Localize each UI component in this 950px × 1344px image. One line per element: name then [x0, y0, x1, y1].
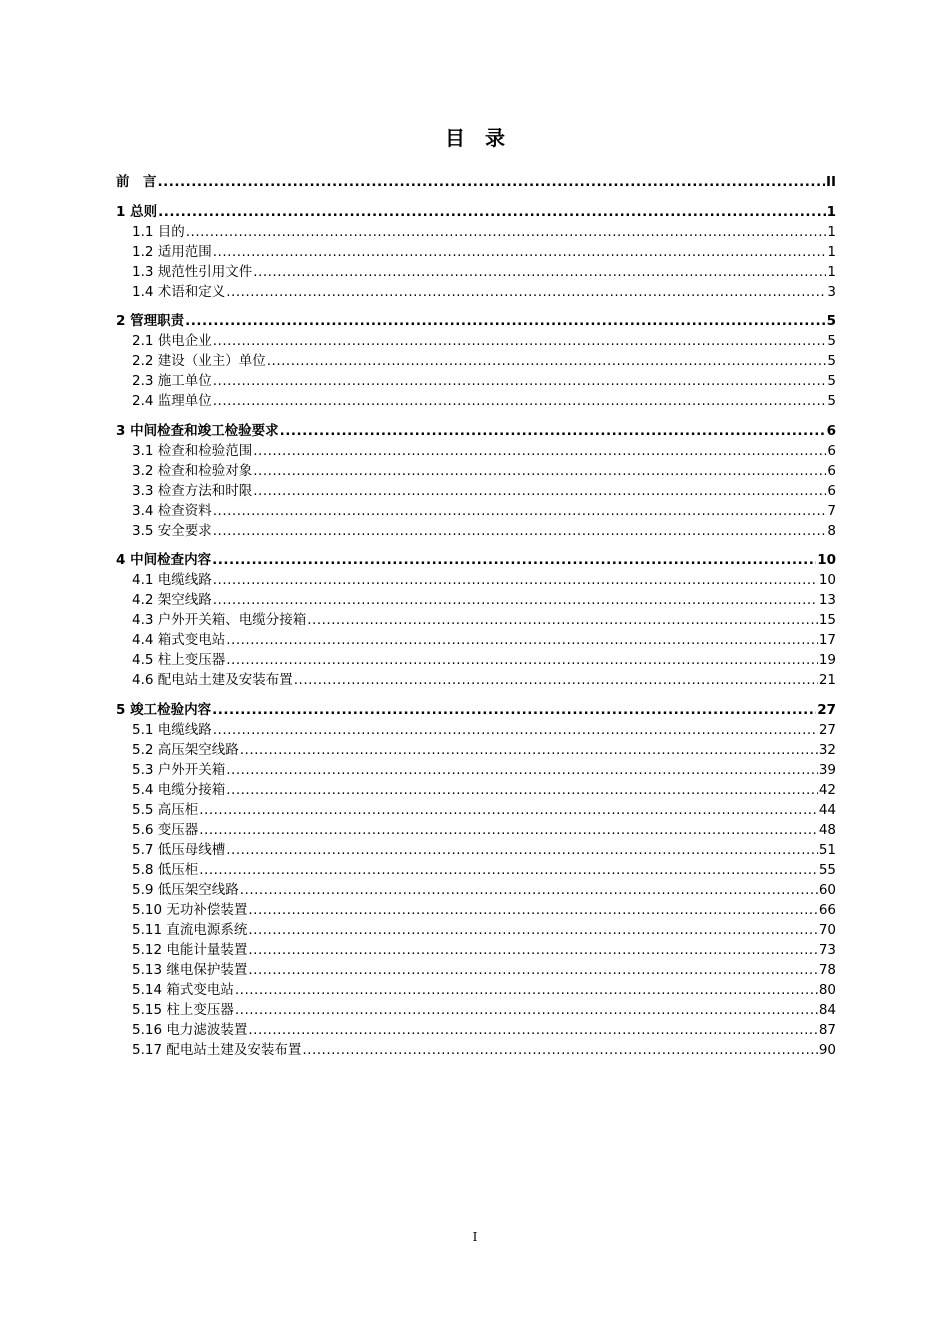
toc-dot-leader: [235, 1000, 818, 1020]
toc-dot-leader: [267, 351, 827, 371]
toc-dot-leader: [213, 242, 827, 262]
toc-dot-leader: [226, 630, 818, 650]
toc-entry-label: 5.6 变压器: [132, 821, 199, 838]
toc-dot-leader: [213, 570, 818, 590]
toc-entry-label: 5.9 低压架空线路: [132, 881, 239, 898]
toc-section-entry[interactable]: [116, 980, 836, 1000]
toc-chapter-entry[interactable]: [116, 700, 836, 720]
toc-dot-leader: [302, 1040, 817, 1060]
toc-entry-page: 6: [826, 422, 836, 439]
toc-entry-label: 3.5 安全要求: [132, 522, 212, 539]
toc-entry-page: 66: [818, 901, 836, 918]
toc-dot-leader: [212, 550, 816, 570]
toc-entry-label: 前 言: [116, 174, 157, 190]
toc-entry-page: 15: [818, 612, 836, 628]
toc-entry-label: 4.6 配电站土建及安装布置: [132, 672, 293, 688]
toc-entry-page: 90: [818, 1041, 836, 1058]
toc-entry-label: 1.4 术语和定义: [132, 283, 226, 300]
toc-entry-label: 3.1 检查和检验范围: [132, 442, 253, 459]
toc-entry-page: 32: [818, 741, 836, 758]
toc-entry-page: 5: [827, 353, 836, 369]
toc-dot-leader: [158, 202, 826, 222]
toc-entry-page: 73: [818, 941, 836, 958]
toc-entry-page: 7: [827, 502, 836, 519]
toc-dot-leader: [213, 521, 827, 541]
toc-dot-leader: [248, 900, 817, 920]
toc-entry-page: 51: [818, 841, 836, 858]
toc-entry-page: 13: [818, 592, 836, 608]
toc-dot-leader: [213, 391, 827, 411]
toc-dot-leader: [240, 740, 818, 760]
toc-dot-leader: [294, 670, 818, 690]
toc-dot-leader: [253, 481, 826, 501]
toc-entry-label: 1.2 适用范围: [132, 243, 212, 260]
toc-entry-label: 4 中间检查内容: [116, 552, 212, 568]
toc-section-entry[interactable]: [116, 900, 836, 920]
toc-entry-page: 10: [817, 552, 836, 568]
toc-entry-label: 5.3 户外开关箱: [132, 761, 226, 778]
toc-section-entry[interactable]: [116, 371, 836, 391]
toc-entry-page: 55: [818, 861, 836, 878]
chapter-spacer: [116, 192, 836, 202]
toc-chapter-entry[interactable]: [116, 550, 836, 570]
toc-title: 目 录: [445, 126, 505, 150]
toc-entry-page: 27: [817, 701, 836, 718]
toc-section-entry[interactable]: [116, 650, 836, 670]
toc-entry-label: 2.4 监理单位: [132, 393, 212, 409]
toc-entry-page: 10: [818, 572, 836, 588]
toc-entry-page: 1: [826, 203, 836, 220]
toc-entry-label: 2.2 建设（业主）单位: [132, 353, 266, 369]
toc-entry-label: 5.14 箱式变电站: [132, 981, 234, 998]
toc-section-entry[interactable]: [116, 610, 836, 630]
toc-entry-label: 4.2 架空线路: [132, 592, 212, 608]
toc-entry-page: 1: [827, 243, 836, 260]
toc-entry-page: 17: [818, 632, 836, 648]
toc-section-entry[interactable]: [116, 570, 836, 590]
toc-dot-leader: [199, 800, 818, 820]
toc-entry-page: 6: [827, 482, 836, 499]
toc-dot-leader: [280, 421, 826, 441]
toc-entry-page: 80: [818, 981, 836, 998]
toc-entry-label: 4.4 箱式变电站: [132, 632, 226, 648]
toc-section-entry[interactable]: [116, 920, 836, 940]
toc-entry-label: 2.3 施工单位: [132, 373, 212, 389]
toc-section-entry[interactable]: [116, 242, 836, 262]
toc-entry-page: 78: [818, 961, 836, 978]
toc-dot-leader: [226, 840, 818, 860]
toc-dot-leader: [213, 371, 827, 391]
toc-dot-leader: [307, 610, 818, 630]
toc-entry-label: 5.5 高压柜: [132, 801, 199, 818]
toc-entry-page: 48: [818, 821, 836, 838]
toc-entry-label: 5.1 电缆线路: [132, 721, 212, 738]
toc-dot-leader: [248, 940, 817, 960]
toc-entry-page: 39: [818, 761, 836, 778]
toc-dot-leader: [226, 282, 826, 302]
toc-entry-label: 5.7 低压母线槽: [132, 841, 226, 858]
toc-entry-label: 5.13 继电保护装置: [132, 961, 248, 978]
toc-section-entry[interactable]: [116, 1040, 836, 1060]
toc-entry-page: 5: [827, 373, 836, 389]
toc-entry-page: 60: [818, 881, 836, 898]
toc-entry-page: 6: [827, 462, 836, 479]
toc-entry-label: 5.12 电能计量装置: [132, 941, 248, 958]
toc-entry-page: 27: [818, 721, 836, 738]
toc-dot-leader: [235, 980, 818, 1000]
toc-dot-leader: [199, 860, 818, 880]
toc-entry-label: 5.2 高压架空线路: [132, 741, 239, 758]
toc-entry-label: 2 管理职责: [116, 313, 185, 329]
toc-entry-page: 5: [827, 393, 836, 409]
toc-section-entry[interactable]: [116, 860, 836, 880]
toc-section-entry[interactable]: [116, 780, 836, 800]
toc-section-entry[interactable]: [116, 282, 836, 302]
toc-entry-page: 42: [818, 781, 836, 798]
toc-section-entry[interactable]: [116, 880, 836, 900]
toc-section-entry[interactable]: [116, 351, 836, 371]
toc-entry-page: 5: [826, 313, 836, 329]
toc-section-entry[interactable]: [116, 262, 836, 282]
toc-entry-label: 3 中间检查和竣工检验要求: [116, 422, 279, 439]
toc-entry-label: 3.3 检查方法和时限: [132, 482, 253, 499]
page-number: I: [472, 1230, 478, 1244]
toc-entry-label: 1.3 规范性引用文件: [132, 263, 253, 280]
toc-entry-page: 1: [827, 223, 836, 240]
toc-entry-label: 5.11 直流电源系统: [132, 921, 248, 938]
toc-entry-label: 5.4 电缆分接箱: [132, 781, 226, 798]
toc-section-entry[interactable]: [116, 481, 836, 501]
toc-section-entry[interactable]: [116, 940, 836, 960]
toc-entry-page: 5: [827, 333, 836, 349]
toc-entry-page: 8: [827, 522, 836, 539]
toc-dot-leader: [226, 760, 818, 780]
toc-dot-leader: [185, 311, 826, 331]
toc-section-entry[interactable]: [116, 840, 836, 860]
toc-section-entry[interactable]: [116, 720, 836, 740]
toc-dot-leader: [253, 262, 826, 282]
toc-entry-page: 84: [818, 1001, 836, 1018]
toc-chapter-entry[interactable]: [116, 172, 836, 192]
toc-section-entry[interactable]: [116, 391, 836, 411]
toc-section-entry[interactable]: [116, 630, 836, 650]
toc-entry-label: 4.3 户外开关箱、电缆分接箱: [132, 612, 307, 628]
toc-section-entry[interactable]: [116, 800, 836, 820]
toc-dot-leader: [248, 920, 817, 940]
toc-chapter-entry[interactable]: [116, 311, 836, 331]
toc-section-entry[interactable]: [116, 501, 836, 521]
toc-dot-leader: [240, 880, 818, 900]
toc-entry-page: 70: [818, 921, 836, 938]
toc-entry-label: 5.8 低压柜: [132, 861, 199, 878]
toc-entry-label: 5.16 电力滤波装置: [132, 1021, 248, 1038]
toc-entry-label: 5.10 无功补偿装置: [132, 901, 248, 918]
toc-chapter-entry[interactable]: [116, 202, 836, 222]
toc-section-entry[interactable]: [116, 1020, 836, 1040]
chapter-spacer: [116, 411, 836, 421]
chapter-spacer: [116, 541, 836, 551]
toc-section-entry[interactable]: [116, 331, 836, 351]
toc-dot-leader: [158, 172, 825, 192]
table-of-contents: [116, 172, 836, 1060]
toc-dot-leader: [253, 441, 826, 461]
toc-entry-label: 4.5 柱上变压器: [132, 652, 226, 668]
toc-entry-page: 19: [818, 652, 836, 668]
toc-dot-leader: [248, 1020, 817, 1040]
toc-section-entry[interactable]: [116, 960, 836, 980]
toc-dot-leader: [226, 650, 818, 670]
toc-section-entry[interactable]: [116, 1000, 836, 1020]
toc-section-entry[interactable]: [116, 461, 836, 481]
toc-entry-label: 2.1 供电企业: [132, 333, 212, 349]
toc-dot-leader: [186, 222, 827, 242]
toc-dot-leader: [213, 720, 818, 740]
toc-dot-leader: [212, 700, 816, 720]
toc-entry-label: 3.2 检查和检验对象: [132, 462, 253, 479]
toc-section-entry[interactable]: [116, 740, 836, 760]
toc-entry-page: 1: [827, 263, 836, 280]
toc-dot-leader: [213, 331, 827, 351]
toc-dot-leader: [213, 590, 818, 610]
toc-section-entry[interactable]: [116, 441, 836, 461]
toc-entry-label: 1.1 目的: [132, 223, 185, 240]
toc-dot-leader: [199, 820, 818, 840]
toc-section-entry[interactable]: [116, 760, 836, 780]
toc-entry-page: 21: [818, 672, 836, 688]
toc-section-entry[interactable]: [116, 820, 836, 840]
toc-section-entry[interactable]: [116, 222, 836, 242]
toc-entry-page: 6: [827, 442, 836, 459]
toc-dot-leader: [253, 461, 826, 481]
toc-entry-label: 4.1 电缆线路: [132, 572, 212, 588]
toc-dot-leader: [248, 960, 817, 980]
toc-section-entry[interactable]: [116, 670, 836, 690]
toc-entry-label: 1 总则: [116, 203, 158, 220]
toc-section-entry[interactable]: [116, 521, 836, 541]
toc-dot-leader: [226, 780, 818, 800]
toc-entry-page: II: [825, 174, 836, 190]
toc-section-entry[interactable]: [116, 590, 836, 610]
toc-entry-label: 5 竣工检验内容: [116, 701, 212, 718]
chapter-spacer: [116, 690, 836, 700]
toc-entry-label: 5.17 配电站土建及安装布置: [132, 1041, 302, 1058]
toc-entry-page: 87: [818, 1021, 836, 1038]
toc-entry-label: 5.15 柱上变压器: [132, 1001, 234, 1018]
toc-chapter-entry[interactable]: [116, 421, 836, 441]
chapter-spacer: [116, 302, 836, 312]
toc-dot-leader: [213, 501, 827, 521]
toc-entry-label: 3.4 检查资料: [132, 502, 212, 519]
toc-entry-page: 3: [827, 283, 836, 300]
toc-entry-page: 44: [818, 801, 836, 818]
